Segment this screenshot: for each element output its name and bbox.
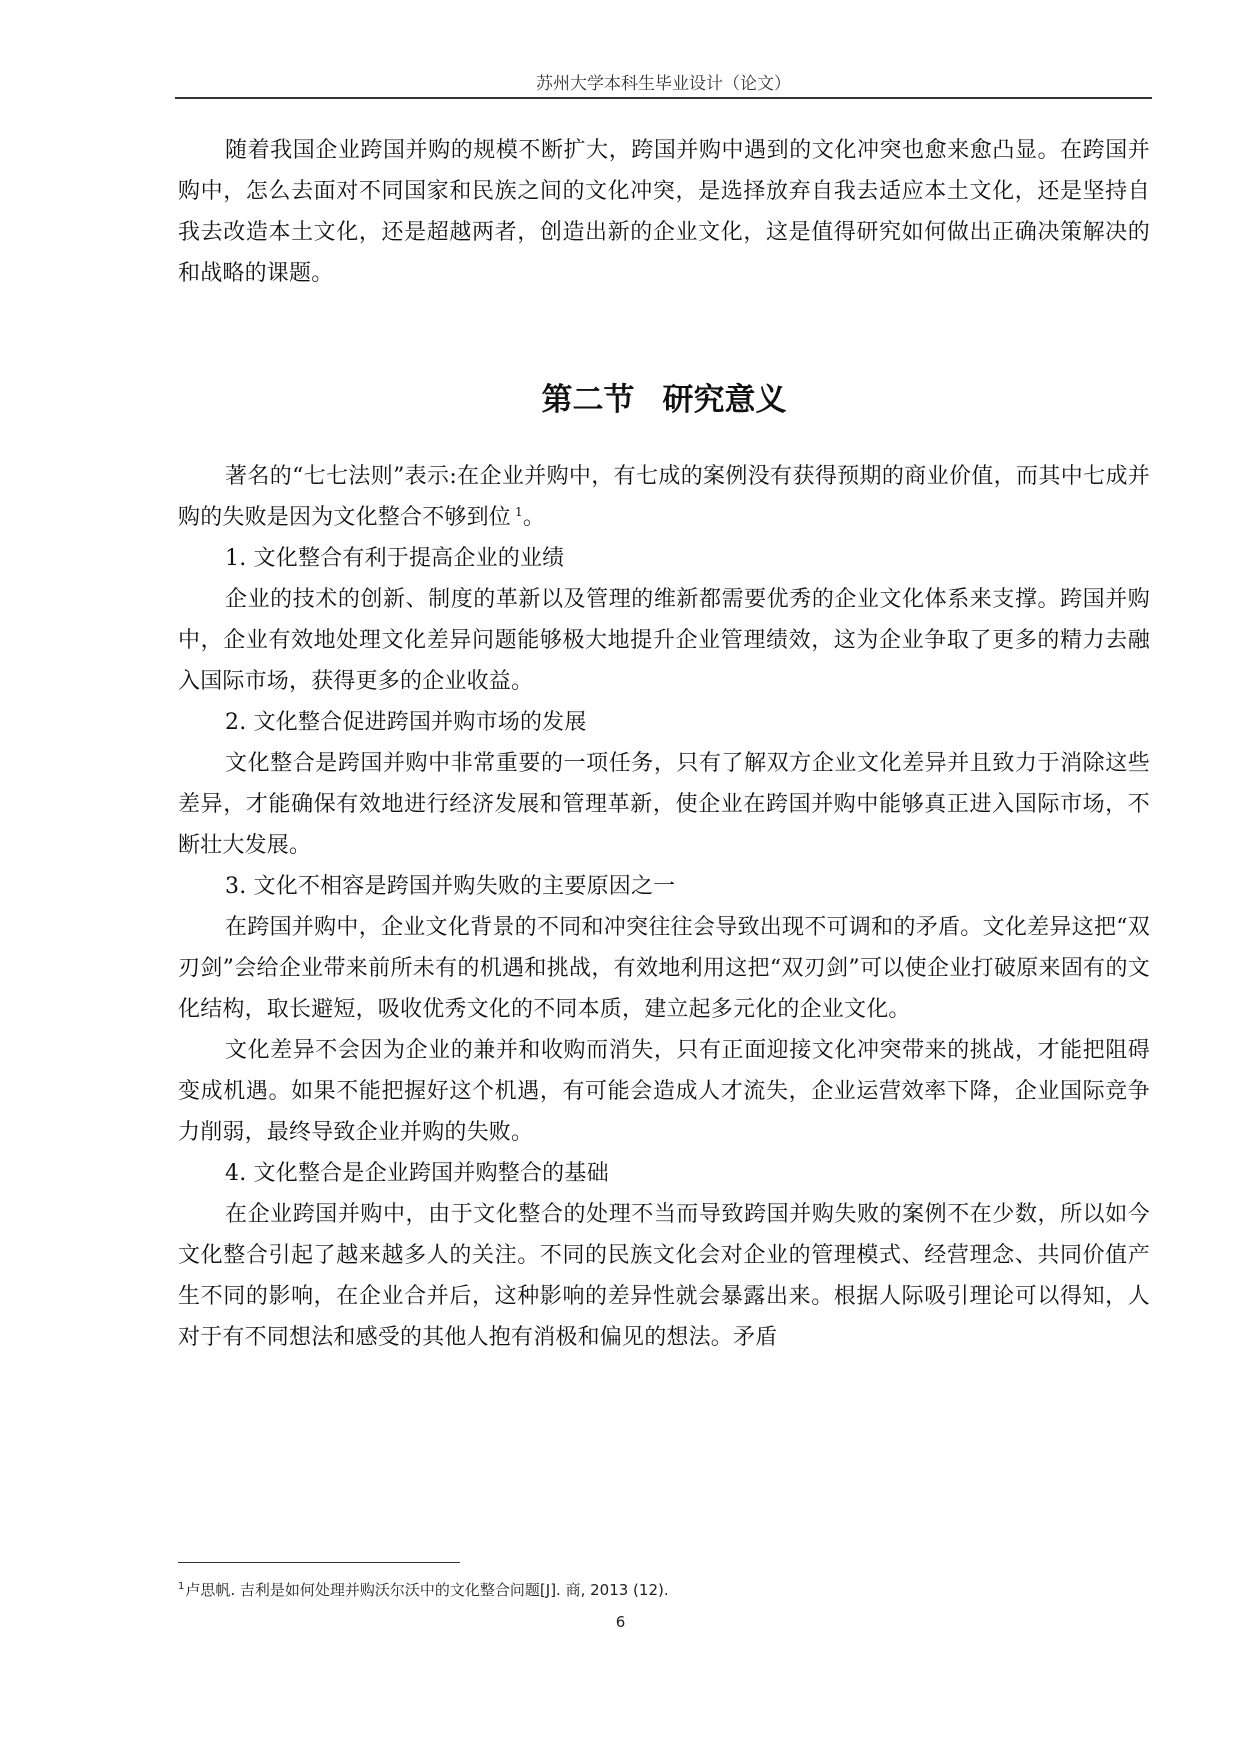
lead-paragraph-text: 著名的“七七法则”表示:在企业并购中，有七成的案例没有获得预期的商业价值，而其中七成并购的失败是因为文化整合不够到位 <box>178 464 1150 530</box>
section-title: 研究意义 <box>662 382 787 418</box>
point-heading: 1. 文化整合有利于提高企业的业绩 <box>225 546 565 571</box>
section-heading <box>178 380 1150 420</box>
page-number: 6 <box>615 1613 626 1631</box>
footnote-divider <box>178 1562 460 1563</box>
point-paragraph: 在企业跨国并购中，由于文化整合的处理不当而导致跨国并购失败的案例不在少数，所以如今文化整合引起了越来越多人的关注。不同的民族文化会对企业的管理模式、经营理念、共同价值产生不同的影响，在企业合并后，这种影响的差异性就会暴露出来。根据人际吸引理论可以得知，人对于有不同想法和感受的其他人抱有消极和偏见的想法。矛盾 <box>178 1202 1150 1350</box>
footnote-mark: 1 <box>178 1581 185 1592</box>
section-number: 第二节 <box>541 382 635 418</box>
point-paragraph: 企业的技术的创新、制度的革新以及管理的维新都需要优秀的企业文化体系来支撑。跨国并购中，企业有效地处理文化差异问题能够极大地提升企业管理绩效，这为企业争取了更多的精力去融入国际市场，获得更多的企业收益。 <box>178 587 1150 694</box>
footnote-reference: 1 <box>515 504 523 519</box>
footnote <box>178 1576 1150 1601</box>
point-paragraph: 文化差异不会因为企业的兼并和收购而消失，只有正面迎接文化冲突带来的挑战，才能把阻碍变成机遇。如果不能把握好这个机遇，有可能会造成人才流失，企业运营效率下降，企业国际竞争力削弱，最终导致企业并购的失败。 <box>178 1038 1150 1145</box>
point-paragraph: 在跨国并购中，企业文化背景的不同和冲突往往会导致出现不可调和的矛盾。文化差异这把“双刃剑”会给企业带来前所未有的机遇和挑战，有效地利用这把“双刃剑”可以使企业打破原来固有的文化结构，取长避短，吸收优秀文化的不同本质，建立起多元化的企业文化。 <box>178 915 1150 1022</box>
header-divider <box>175 97 1152 99</box>
point-heading: 4. 文化整合是企业跨国并购整合的基础 <box>225 1161 609 1186</box>
running-header: 苏州大学本科生毕业设计（论文） <box>536 74 791 94</box>
page-body <box>178 130 1150 1358</box>
lead-paragraph <box>178 456 1150 538</box>
footnote-text: 卢思帆. 吉利是如何处理并购沃尔沃中的文化整合问题[J]. 商, 2013 (12). <box>185 1581 669 1599</box>
point-paragraph: 文化整合是跨国并购中非常重要的一项任务，只有了解双方企业文化差异并且致力于消除这些差异，才能确保有效地进行经济发展和管理革新，使企业在跨国并购中能够真正进入国际市场，不断壮大发展。 <box>178 751 1150 858</box>
intro-paragraph: 随着我国企业跨国并购的规模不断扩大，跨国并购中遇到的文化冲突也愈来愈凸显。在跨国并购中，怎么去面对不同国家和民族之间的文化冲突，是选择放弃自我去适应本土文化，还是坚持自我去改造本土文化，还是超越两者，创造出新的企业文化，这是值得研究如何做出正确决策解决的和战略的课题。 <box>178 138 1150 286</box>
lead-paragraph-end: 。 <box>522 505 546 530</box>
point-heading: 2. 文化整合促进跨国并购市场的发展 <box>225 710 587 735</box>
point-heading: 3. 文化不相容是跨国并购失败的主要原因之一 <box>225 874 676 899</box>
